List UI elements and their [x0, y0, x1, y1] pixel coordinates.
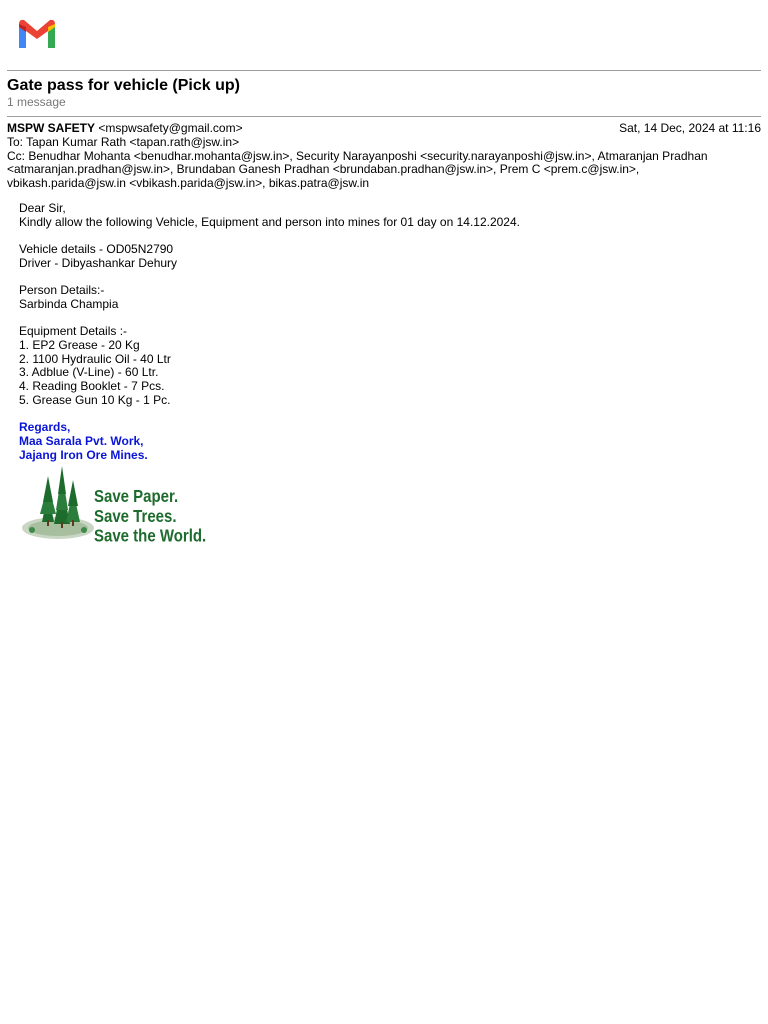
email-date: Sat, 14 Dec, 2024 at 11:16	[619, 121, 761, 135]
greeting: Dear Sir,	[19, 201, 66, 215]
banner-line-1: Save Paper.	[94, 487, 179, 507]
equipment-item: 1. EP2 Grease - 20 Kg	[19, 337, 140, 352]
equipment-item: 3. Adblue (V-Line) - 60 Ltr.	[19, 365, 159, 380]
signature-company: Maa Sarala Pvt. Work,	[19, 433, 144, 448]
email-body	[19, 202, 520, 462]
cc-line-3: vbikash.parida@jsw.in <vbikash.parida@jsw.in>, bikas.patra@jsw.in	[7, 176, 370, 191]
gmail-logo-icon	[16, 18, 58, 50]
equipment-item: 4. Reading Booklet - 7 Pcs.	[19, 379, 165, 394]
intro-text: Kindly allow the following Vehicle, Equipment and person into mines for 01 day on 14.12.2024.	[19, 214, 520, 229]
signature-mine: Jajang Iron Ore Mines.	[19, 447, 148, 462]
to-line: To: Tapan Kumar Rath <tapan.rath@jsw.in>	[7, 134, 240, 149]
sender-email[interactable]: <mspwsafety@gmail.com>	[98, 121, 243, 135]
tree-illustration-icon	[22, 466, 94, 539]
cc-line-1: Cc: Benudhar Mohanta <benudhar.mohanta@jsw.in>, Security Narayanposhi <security.narayanposhi@jsw.in>, Atmaranjan Pradhan	[7, 148, 708, 163]
header-divider	[7, 70, 761, 71]
person-heading: Person Details:-	[19, 283, 105, 298]
equipment-heading: Equipment Details :-	[19, 324, 128, 339]
vehicle-details: Vehicle details - OD05N2790	[19, 242, 174, 257]
driver-details: Driver - Dibyashankar Dehury	[19, 255, 178, 270]
banner-line-2: Save Trees.	[94, 506, 177, 527]
person-name: Sarbinda Champia	[19, 296, 119, 311]
message-count: 1 message	[7, 95, 66, 109]
cc-line-2: <atmaranjan.pradhan@jsw.in>, Brundaban Ganesh Pradhan <brundaban.pradhan@jsw.in>, Prem C <prem.c@jsw.in>,	[7, 162, 640, 177]
subject-divider	[7, 116, 761, 117]
from-line	[7, 122, 761, 136]
equipment-item: 2. 1100 Hydraulic Oil - 40 Ltr	[19, 351, 171, 366]
save-paper-banner	[20, 462, 215, 542]
equipment-item: 5. Grease Gun 10 Kg - 1 Pc.	[19, 392, 171, 407]
signature-regards: Regards,	[19, 420, 71, 435]
email-subject: Gate pass for vehicle (Pick up)	[7, 77, 240, 94]
banner-line-3: Save the World.	[94, 526, 207, 542]
sender	[7, 122, 243, 136]
email-header	[7, 122, 761, 191]
sender-name: MSPW SAFETY	[7, 121, 96, 135]
